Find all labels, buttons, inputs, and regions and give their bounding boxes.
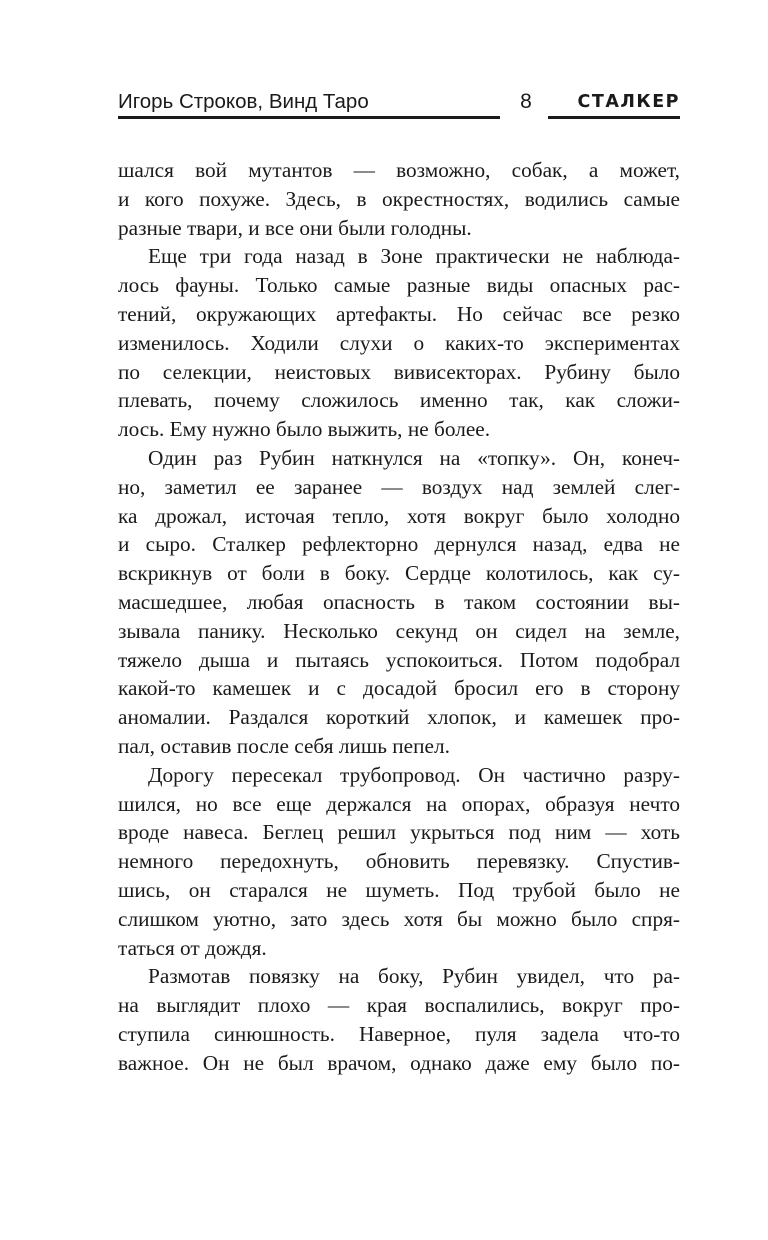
text-line: ка дрожал, источая тепло, хотя вокруг было холодно bbox=[118, 503, 680, 528]
text-line: немного передохнуть, обновить перевязку. Спустив- bbox=[118, 849, 680, 874]
paragraph-3 bbox=[118, 444, 680, 761]
text-line: шись, он старался не шуметь. Под трубой было не bbox=[118, 877, 680, 902]
paragraph-2 bbox=[118, 242, 680, 444]
text-line: шался вой мутантов — возможно, собак, а может, bbox=[118, 158, 680, 182]
text-line: зывала панику. Несколько секунд он сидел на земле, bbox=[118, 618, 680, 643]
text-line: лось фауны. Только самые разные виды опасных рас- bbox=[118, 273, 680, 298]
text-line: аномалии. Раздался короткий хлопок, и камешек про- bbox=[118, 705, 680, 730]
text-line: Один раз Рубин наткнулся на «топку». Он, конеч- bbox=[148, 445, 680, 470]
text-line: вскрикнув от боли в боку. Сердце колотилось, как су- bbox=[118, 561, 680, 586]
text-line: и кого похуже. Здесь, в окрестностях, водились самые bbox=[118, 186, 680, 211]
paragraph-4 bbox=[118, 761, 680, 963]
text-line: изменилось. Ходили слухи о каких-то экспериментах bbox=[118, 330, 680, 355]
text-line: лось. Ему нужно было выжить, не более. bbox=[118, 417, 491, 442]
text-line: по селекции, неистовых вивисекторах. Рубину было bbox=[118, 359, 680, 384]
text-line: таться от дождя. bbox=[118, 935, 267, 960]
text-line: пал, оставив после себя лишь пепел. bbox=[118, 733, 450, 758]
text-line: разные твари, и все они были голодны. bbox=[118, 215, 472, 240]
text-line: Дорогу пересекал трубопровод. Он частично разру- bbox=[148, 762, 680, 787]
text-line: тений, окружающих артефакты. Но сейчас все резко bbox=[118, 301, 680, 326]
text-line: вроде навеса. Беглец решил укрыться под ним — хоть bbox=[118, 820, 680, 845]
text-line: Размотав повязку на боку, Рубин увидел, что ра- bbox=[148, 964, 680, 989]
body-text bbox=[118, 156, 680, 1078]
page-number: 8 bbox=[520, 90, 532, 113]
text-line: какой-то камешек и с досадой бросил его в сторону bbox=[118, 676, 680, 701]
text-line: но, заметил ее заранее — воздух над землей слег- bbox=[118, 474, 680, 499]
text-line: на выглядит плохо — края воспалились, вокруг про- bbox=[118, 993, 680, 1018]
text-line: тяжело дыша и пытаясь успокоиться. Потом подобрал bbox=[118, 647, 680, 672]
text-line: важное. Он не был врачом, однако даже ему было по- bbox=[118, 1050, 680, 1075]
text-line: ступила синюшность. Наверное, пуля задела что-то bbox=[118, 1021, 680, 1046]
paragraph-5 bbox=[118, 962, 680, 1077]
running-header bbox=[118, 88, 680, 122]
text-line: масшедшее, любая опасность в таком состоянии вы- bbox=[118, 589, 680, 614]
header-series-title: СТАЛКЕР bbox=[548, 88, 680, 119]
paragraph-1 bbox=[118, 156, 680, 242]
text-line: шился, но все еще держался на опорах, образуя нечто bbox=[118, 791, 680, 816]
header-author: Игорь Строков, Винд Таро bbox=[118, 88, 500, 119]
text-line: слишком уютно, зато здесь хотя бы можно было спря- bbox=[118, 906, 680, 931]
text-line: плевать, почему сложилось именно так, как сложи- bbox=[118, 388, 680, 413]
text-line: Еще три года назад в Зоне практически не наблюда- bbox=[148, 244, 680, 269]
text-line: и сыро. Сталкер рефлекторно дернулся назад, едва не bbox=[118, 532, 680, 557]
